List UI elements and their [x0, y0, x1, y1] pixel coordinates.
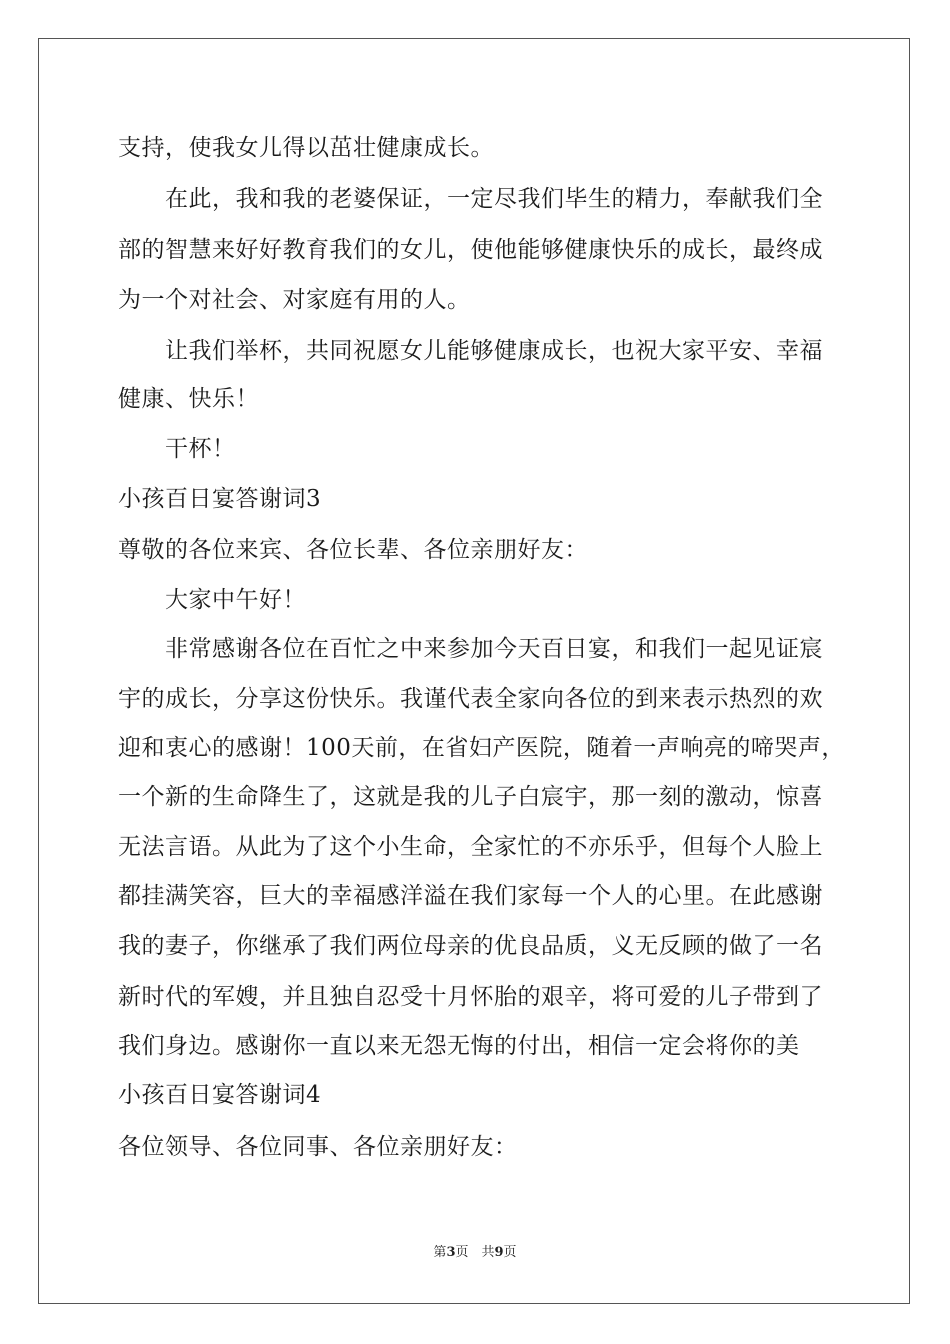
text-line: 无法言语。从此为了这个小生命，全家忙的不亦乐乎，但每个人脸上: [118, 834, 823, 860]
paragraph-line: 干杯！: [165, 436, 236, 462]
salutation: 各位领导、各位同事、各位亲朋好友：: [118, 1134, 518, 1160]
text-line: 我们身边。感谢你一直以来无怨无悔的付出，相信一定会将你的美: [118, 1033, 800, 1059]
text-line: 我的妻子，你继承了我们两位母亲的优良品质，义无反顾的做了一名: [118, 933, 823, 959]
section-heading: 小孩百日宴答谢词3: [118, 486, 322, 512]
text-line: 支持，使我女儿得以茁壮健康成长。: [118, 135, 494, 161]
page-border: [38, 38, 910, 1304]
text-line: 部的智慧来好好教育我们的女儿，使他能够健康快乐的成长，最终成: [118, 237, 823, 263]
page-current: 3: [446, 1245, 456, 1260]
page-footer: [0, 1245, 950, 1261]
page-mid: 页 共: [455, 1245, 495, 1260]
text-line: 健康、快乐！: [118, 386, 259, 412]
text-line: 都挂满笑容，巨大的幸福感洋溢在我们家每一个人的心里。在此感谢: [118, 883, 823, 909]
page-prefix: 第: [433, 1245, 447, 1260]
page-suffix: 页: [503, 1245, 517, 1260]
text-line: 宇的成长，分享这份快乐。我谨代表全家向各位的到来表示热烈的欢: [118, 686, 823, 712]
text-line: 一个新的生命降生了，这就是我的儿子白宸宇，那一刻的激动，惊喜: [118, 784, 823, 810]
section-heading: 小孩百日宴答谢词4: [118, 1082, 322, 1108]
salutation: 尊敬的各位来宾、各位长辈、各位亲朋好友：: [118, 537, 588, 563]
page-total: 9: [494, 1245, 504, 1260]
greeting: 大家中午好！: [165, 587, 306, 613]
paragraph-line: 非常感谢各位在百忙之中来参加今天百日宴，和我们一起见证宸: [165, 636, 823, 662]
text-line: 新时代的军嫂，并且独自忍受十月怀胎的艰辛，将可爱的儿子带到了: [118, 984, 823, 1010]
text-line: 为一个对社会、对家庭有用的人。: [118, 287, 471, 313]
paragraph-line: 在此，我和我的老婆保证，一定尽我们毕生的精力，奉献我们全: [165, 186, 823, 212]
paragraph-line: 让我们举杯，共同祝愿女儿能够健康成长，也祝大家平安、幸福: [165, 338, 823, 364]
text-line: 迎和衷心的感谢！100天前，在省妇产医院，随着一声响亮的啼哭声，: [118, 735, 845, 761]
